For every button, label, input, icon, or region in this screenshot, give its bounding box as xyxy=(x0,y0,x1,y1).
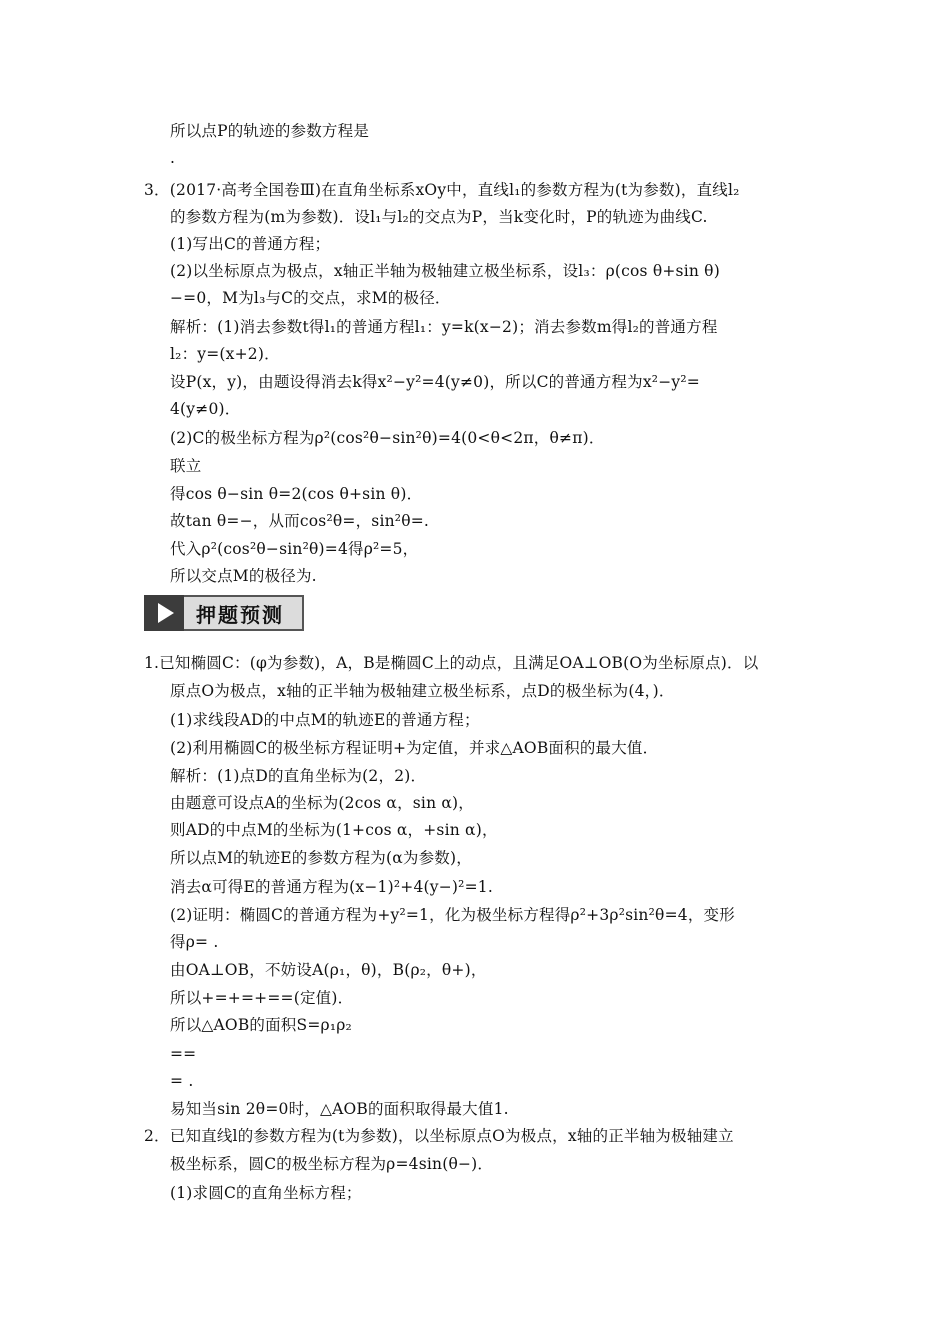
text-line: 所以△AOB的面积S=ρ₁ρ₂ xyxy=(170,1016,352,1034)
text-line: 设P(x，y)，由题设得消去k得x²−y²=4(y≠0)，所以C的普通方程为x²−y²= xyxy=(170,373,700,391)
text-line: 所以点P的轨迹的参数方程是 xyxy=(170,122,370,140)
text-line: 故tan θ=−，从而cos²θ=，sin²θ=. xyxy=(170,512,430,530)
section-banner-label: 押题预测 xyxy=(184,595,304,631)
text-line: 原点O为极点，x轴的正半轴为极轴建立极坐标系，点D的极坐标为(4，)． xyxy=(170,682,675,700)
text-line: 所以点M的轨迹E的参数方程为(α为参数)， xyxy=(170,849,472,867)
text-line: 得cos θ−sin θ=2(cos θ+sin θ)． xyxy=(170,485,423,503)
text-line: (1)写出C的普通方程； xyxy=(170,235,331,253)
text-line: 由OA⊥OB，不妨设A(ρ₁，θ)，B(ρ₂，θ+)， xyxy=(170,961,487,979)
text-line: (1)求圆C的直角坐标方程； xyxy=(170,1184,362,1202)
text-line: 易知当sin 2θ=0时，△AOB的面积取得最大值1. xyxy=(170,1100,509,1118)
text-line: 联立 xyxy=(170,457,202,475)
text-line: 由题意可设点A的坐标为(2cos α，sin α)， xyxy=(170,794,474,812)
text-line: −=0，M为l₃与C的交点，求M的极径． xyxy=(170,289,451,307)
text-line: (2)证明：椭圆C的普通方程为+y²=1，化为极坐标方程得ρ²+3ρ²sin²θ=4，变形 xyxy=(170,906,735,924)
text-line: 极坐标系，圆C的极坐标方程为ρ=4sin(θ−)． xyxy=(170,1155,494,1173)
problem-2-header: 2．已知直线l的参数方程为(t为参数)，以坐标原点O为极点，x轴的正半轴为极轴建立 xyxy=(144,1127,734,1145)
text-line: 解析：(1)点D的直角坐标为(2，2)． xyxy=(170,767,427,785)
text-line: (2)C的极坐标方程为ρ²(cos²θ−sin²θ)=4(0<θ<2π，θ≠π)． xyxy=(170,429,605,447)
text-line: (2)以坐标原点为极点，x轴正半轴为极轴建立极坐标系，设l₃：ρ(cos θ+sin θ) xyxy=(170,262,720,280)
text-line: 4(y≠0)． xyxy=(170,400,241,418)
text-line: == xyxy=(170,1045,197,1063)
text-line: 消去α可得E的普通方程为(x−1)²+4(y−)²=1. xyxy=(170,878,493,896)
text-line: 的参数方程为(m为参数)．设l₁与l₂的交点为P，当k变化时，P的轨迹为曲线C. xyxy=(170,208,708,226)
text-line: (2)利用椭圆C的极坐标方程证明+为定值，并求△AOB面积的最大值． xyxy=(170,739,659,757)
text-line: 解析：(1)消去参数t得l₁的普通方程l₁：y=k(x−2)；消去参数m得l₂的普通方程 xyxy=(170,318,718,336)
problem-1-header: 1.已知椭圆C：(φ为参数)，A，B是椭圆C上的动点，且满足OA⊥OB(O为坐标原点)．以 xyxy=(144,654,759,672)
section-banner xyxy=(144,595,304,631)
problem-3-header: 3．(2017·高考全国卷Ⅲ)在直角坐标系xOy中，直线l₁的参数方程为(t为参数)，直线l₂ xyxy=(144,181,740,199)
text-line: 则AD的中点M的坐标为(1+cos α，+sin α)， xyxy=(170,821,498,839)
text-line: 代入ρ²(cos²θ−sin²θ)=4得ρ²=5， xyxy=(170,540,419,558)
text-line: 得ρ= . xyxy=(170,933,219,951)
play-arrow-icon xyxy=(144,595,184,631)
text-line: = . xyxy=(170,1072,194,1090)
text-line: l₂：y=(x+2)． xyxy=(170,345,280,363)
text-line: 所以+=+=+==(定值)． xyxy=(170,989,354,1007)
text-line: 所以交点M的极径为. xyxy=(170,567,317,585)
text-line: (1)求线段AD的中点M的轨迹E的普通方程； xyxy=(170,711,480,729)
text-line: . xyxy=(170,149,176,167)
